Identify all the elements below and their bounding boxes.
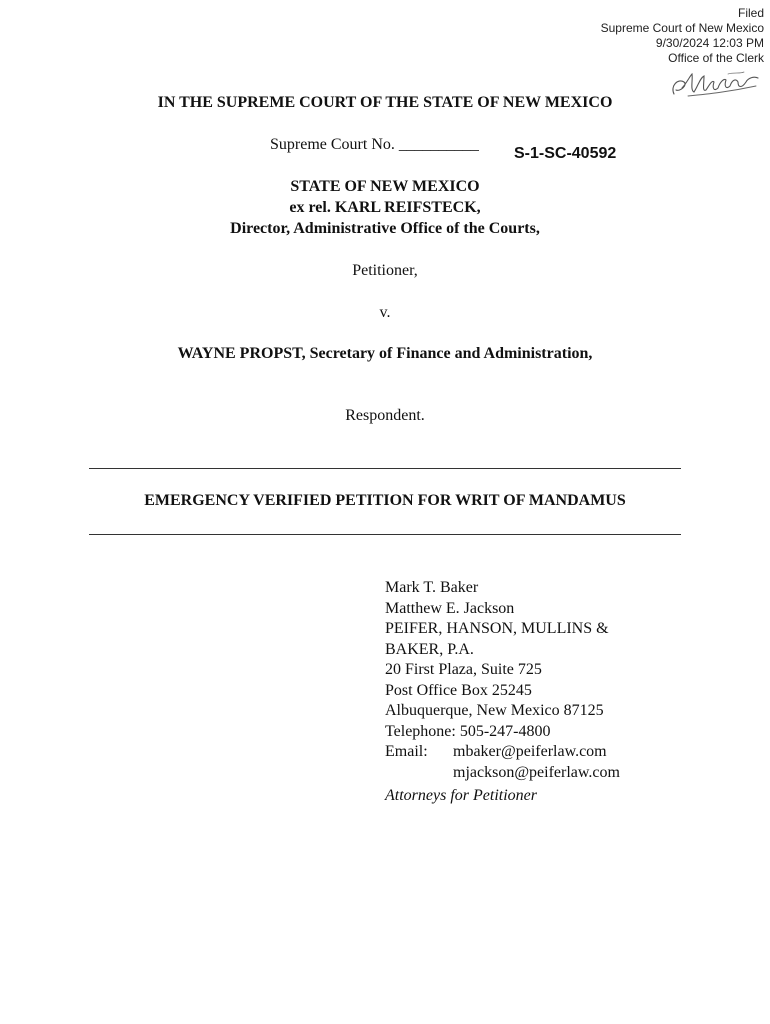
email-link-baker[interactable]: mbaker@peiferlaw.com xyxy=(453,743,607,760)
stamp-datetime: 9/30/2024 12:03 PM xyxy=(655,36,764,50)
stamp-court: Supreme Court of New Mexico xyxy=(600,21,764,35)
attorneys-for-petitioner: Attorneys for Petitioner xyxy=(385,787,537,804)
firm-name-line-1: PEIFER, HANSON, MULLINS & xyxy=(385,620,609,637)
title-rule-bottom xyxy=(89,534,681,535)
petitioner-role: Petitioner, xyxy=(352,262,418,279)
email-row-1 xyxy=(385,742,620,763)
respondent-role: Respondent. xyxy=(345,407,425,424)
versus: v. xyxy=(379,304,391,321)
supreme-court-number-label: Supreme Court No. __________ xyxy=(270,136,479,153)
document-title: EMERGENCY VERIFIED PETITION FOR WRIT OF MANDAMUS xyxy=(144,492,626,509)
attorney-name-1: Mark T. Baker xyxy=(385,579,479,596)
email-row-2 xyxy=(385,763,620,784)
petitioner-line-1: STATE OF NEW MEXICO xyxy=(290,178,480,195)
respondent-name: WAYNE PROPST, Secretary of Finance and Administration, xyxy=(177,345,593,362)
petitioner-line-2: ex rel. KARL REIFSTECK, xyxy=(289,199,481,216)
telephone: Telephone: 505-247-4800 xyxy=(385,722,551,740)
attorney-name-2: Matthew E. Jackson xyxy=(385,599,515,617)
filing-stamp xyxy=(601,6,764,66)
case-number: S-1-SC-40592 xyxy=(514,145,617,162)
address-line-2: Post Office Box 25245 xyxy=(385,681,532,699)
email-link-jackson[interactable]: mjackson@peiferlaw.com xyxy=(453,763,620,781)
address-line-1: 20 First Plaza, Suite 725 xyxy=(385,661,542,678)
attorney-block xyxy=(385,578,620,807)
stamp-filed: Filed xyxy=(737,6,764,20)
title-rule-top xyxy=(89,468,681,469)
petitioner-line-3: Director, Administrative Office of the Courts, xyxy=(230,220,540,237)
address-city: Albuquerque, New Mexico 87125 xyxy=(385,702,604,719)
court-title: IN THE SUPREME COURT OF THE STATE OF NEW MEXICO xyxy=(157,94,613,111)
firm-name-line-2: BAKER, P.A. xyxy=(385,640,474,658)
email-label: Email: xyxy=(385,743,428,760)
stamp-office: Office of the Clerk xyxy=(668,51,764,65)
